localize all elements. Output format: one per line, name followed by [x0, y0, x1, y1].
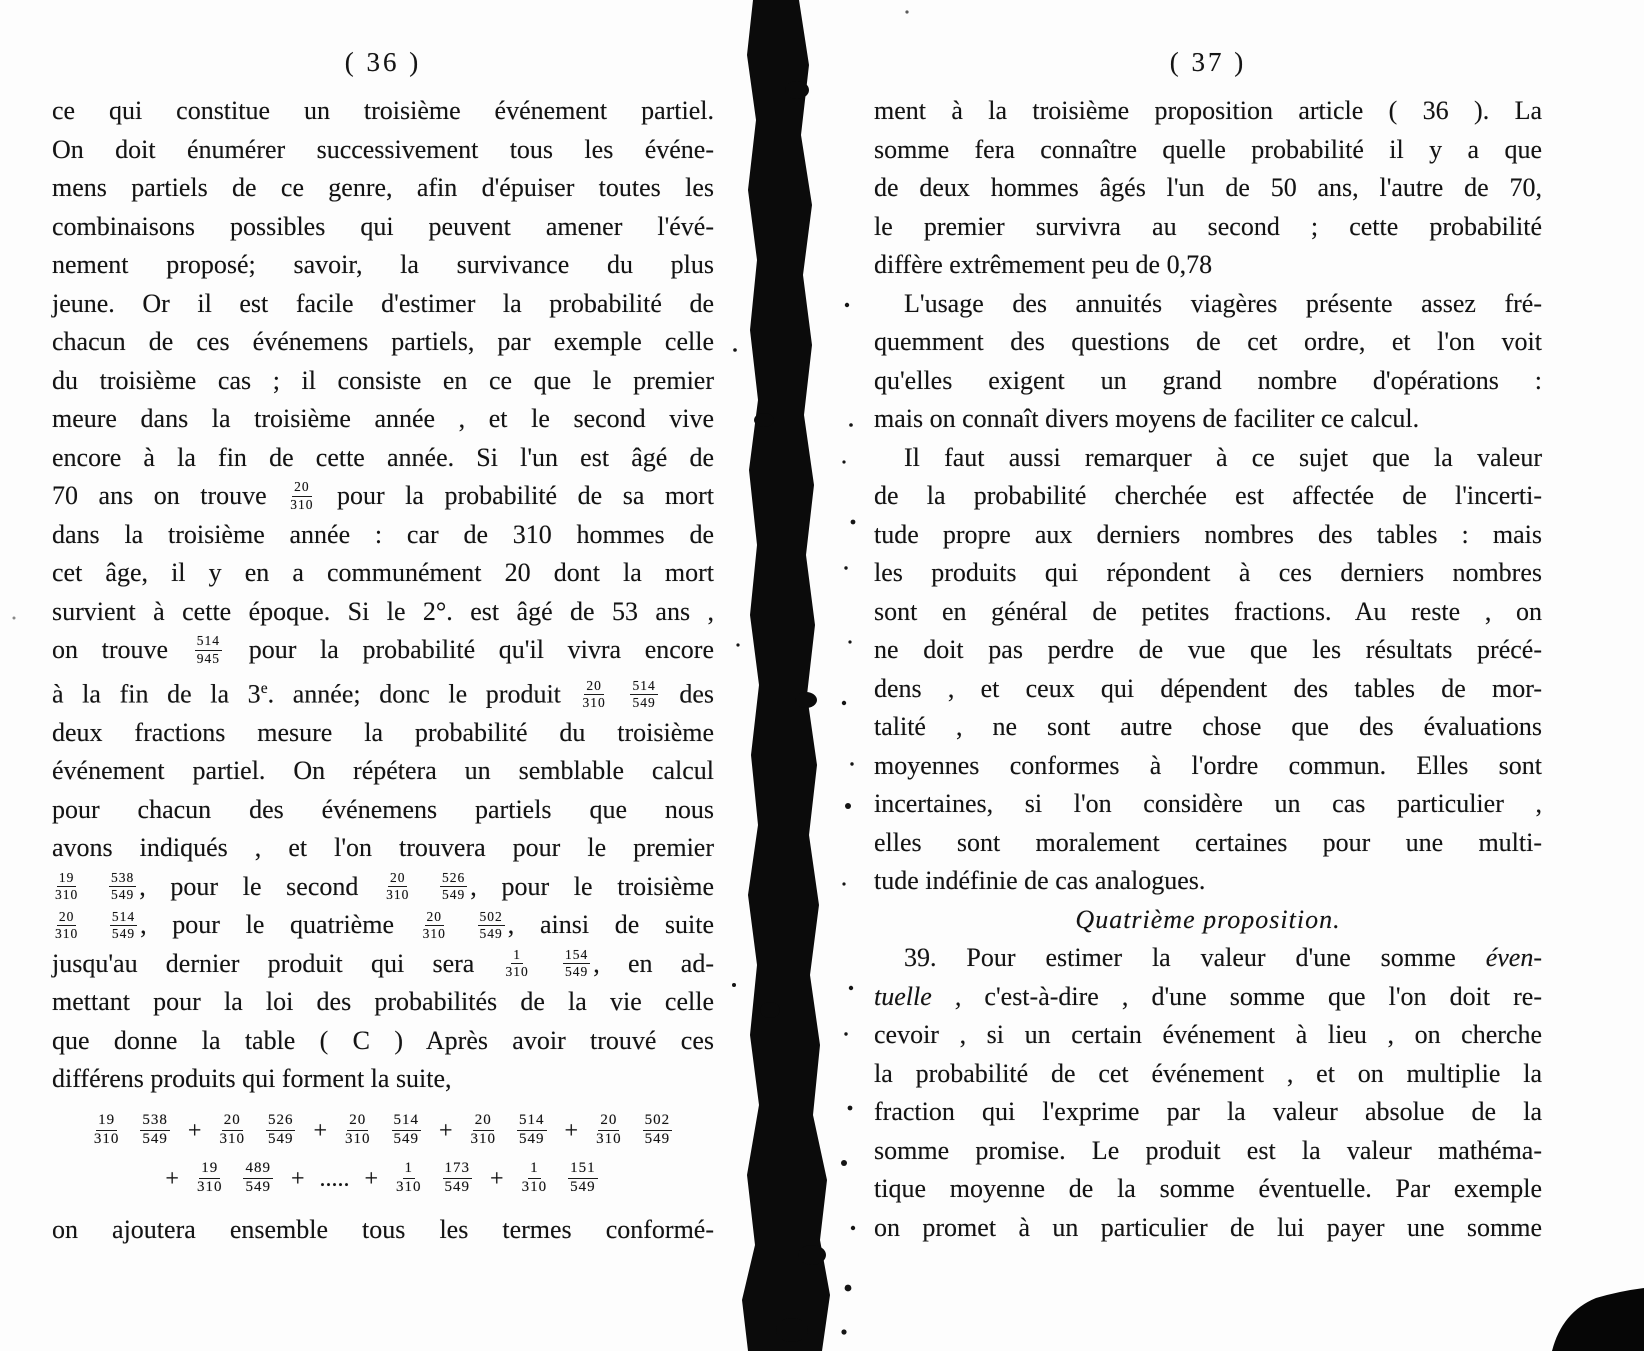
- fraction: $\frac{502}{549}$: [644, 1111, 671, 1147]
- text-line: moyennes conformes à l'ordre commun. Elles sont: [874, 750, 1542, 780]
- fraction: $\frac{20}{310}$: [582, 677, 606, 710]
- text-line: que donne la table ( C ) Après avoir trouvé ces: [52, 1025, 714, 1055]
- fraction: $\frac{20}{310}$: [219, 1111, 245, 1147]
- text-line: événement partiel. On répétera un semblable calcul: [52, 756, 714, 786]
- section-heading: Quatrième proposition.: [1075, 904, 1341, 934]
- text-line: jeune. Or il est facile d'estimer la probabilité de: [52, 288, 714, 318]
- text-line: tude propre aux derniers nombres des tables : mais: [874, 519, 1542, 549]
- text-line: somme promise. Le produit est la valeur mathéma-: [874, 1135, 1542, 1165]
- text-line: mais on connaît divers moyens de faciliter ce calcul.: [874, 404, 1420, 433]
- text-line: différens produits qui forment la suite,: [52, 1064, 452, 1094]
- equation-line-2: + $\frac{19}{310}$ $\frac{489}{549}$ + ..... + $\frac{1}{310}$ $\frac{173}{549}$ + $\frac{1}{310}$ $\frac{151}{549}$: [165, 1159, 596, 1195]
- text-line: quemment des questions de cet ordre, et l'on voit: [874, 327, 1542, 356]
- text-line: mettant pour la loi des probabilités de la vie celle: [52, 987, 714, 1017]
- text-line: la probabilité de cet événement , et on multiplie la: [874, 1058, 1542, 1088]
- fraction: $\frac{20}{310}$: [386, 870, 410, 903]
- fraction: $\frac{526}{549}$: [267, 1111, 294, 1147]
- fraction: $\frac{151}{549}$: [570, 1159, 596, 1195]
- fraction: $\frac{1}{310}$: [521, 1159, 548, 1195]
- text-line: meure dans la troisième année , et le second vive: [52, 404, 714, 433]
- page-36: [52, 42, 714, 1249]
- page-37-text: [874, 92, 1542, 1247]
- fraction: $\frac{20}{310}$: [55, 908, 79, 941]
- fraction: $\frac{538}{549}$: [142, 1111, 168, 1147]
- text-line: ment à la troisième proposition article ( 36 ). La: [874, 96, 1542, 125]
- page-number: ( 36 ): [344, 47, 422, 77]
- text-line: fraction qui l'exprime par la valeur absolue de la: [874, 1097, 1542, 1126]
- fraction: $\frac{1}{310}$: [505, 947, 529, 980]
- fraction: $\frac{514}{945}$: [196, 633, 221, 666]
- fraction: $\frac{526}{549}$: [442, 870, 466, 903]
- text-line: tude indéfinie de cas analogues.: [874, 866, 1206, 895]
- text-line: jusqu'au dernier produit qui sera $\frac{1}{310}$ $\frac{154}{549}$ , en ad-: [52, 947, 714, 980]
- text-line: 70 ans on trouve $\frac{20}{310}$ pour la probabilité de sa mort: [52, 479, 714, 512]
- text-line: incertaines, si l'on considère un cas particulier ,: [874, 789, 1542, 818]
- equation-line-1: $\frac{19}{310}$ $\frac{538}{549}$ + $\frac{20}{310}$ $\frac{526}{549}$ + $\frac{20}{310}$ $\frac{514}{549}$ + $\frac{20}{310}$ $\frac{514}{549}$ + $\frac{20}{310}$ $\frac{502}{549}$: [93, 1111, 671, 1147]
- text-line: Il faut aussi remarquer à ce sujet que la valeur: [904, 442, 1542, 472]
- text-line: qu'elles exigent un grand nombre d'opérations :: [874, 365, 1542, 395]
- text-line: tique moyenne de la somme éventuelle. Par exemple: [874, 1174, 1542, 1203]
- text-line: somme fera connaître quelle probabilité il y a que: [874, 134, 1542, 164]
- text-line: cevoir , si un certain événement à lieu , on cherche: [874, 1020, 1542, 1049]
- fraction: $\frac{20}{310}$: [596, 1111, 622, 1147]
- text-line: sont en général de petites fractions. Au reste , on: [874, 596, 1542, 626]
- text-line: tuelle , c'est-à-dire , d'une somme que l'on doit re-: [874, 981, 1542, 1011]
- text-line: on promet à un particulier de lui payer une somme: [874, 1212, 1542, 1242]
- text-line: diffère extrêmement peu de 0,78: [874, 250, 1213, 279]
- fraction: $\frac{514}{549}$: [632, 677, 656, 710]
- fraction: $\frac{514}{549}$: [393, 1111, 419, 1147]
- fraction: $\frac{538}{549}$: [110, 870, 135, 903]
- binding-gutter-shadow: [742, 0, 830, 1351]
- text-line: encore à la fin de cette année. Si l'un est âgé de: [52, 442, 714, 472]
- text-line: $\frac{19}{310}$ $\frac{538}{549}$ , pour le second $\frac{20}{310}$ $\frac{526}{549}$ , pour le troisième: [55, 870, 714, 903]
- page-number: ( 37 ): [1169, 47, 1247, 77]
- fraction: $\frac{1}{310}$: [396, 1159, 422, 1195]
- fraction: $\frac{502}{549}$: [479, 908, 503, 941]
- text-line: de deux hommes âgés l'un de 50 ans, l'autre de 70,: [874, 173, 1542, 202]
- fraction: $\frac{489}{549}$: [245, 1159, 271, 1195]
- text-line: chacun de ces événemens partiels, par exemple celle: [52, 327, 714, 356]
- text-line: combinaisons possibles qui peuvent amener l'évé-: [52, 211, 714, 241]
- fraction: $\frac{173}{549}$: [444, 1159, 471, 1195]
- text-line: pour chacun des événemens partiels que nous: [52, 794, 714, 824]
- text-line: dans la troisième année : car de 310 hommes de: [52, 519, 714, 549]
- fraction: $\frac{19}{310}$: [93, 1111, 120, 1147]
- text-line: à la fin de la 3e. année; donc le produit $\frac{20}{310}$ $\frac{514}{549}$ des: [52, 677, 714, 710]
- text-line: ne doit pas perdre de vue que les résultats précé-: [874, 635, 1542, 664]
- text-line: on ajoutera ensemble tous les termes conformé-: [52, 1214, 714, 1244]
- text-line: L'usage des annuités viagères présente assez fré-: [904, 288, 1542, 318]
- text-line: ce qui constitue un troisième événement partiel.: [52, 96, 714, 125]
- page-36-text: [52, 92, 714, 1249]
- fraction: $\frac{19}{310}$: [196, 1159, 223, 1195]
- text-line: deux fractions mesure la probabilité du troisième: [52, 717, 714, 747]
- text-line: avons indiqués , et l'on trouvera pour le premier: [52, 833, 714, 863]
- gutter-ink-blobs: [754, 81, 826, 1342]
- corner-scan-artifact: [1552, 1288, 1644, 1351]
- text-line: nement proposé; savoir, la survivance du plus: [52, 250, 714, 279]
- text-line: les produits qui répondent à ces derniers nombres: [874, 558, 1542, 587]
- fraction: $\frac{514}{549}$: [519, 1111, 545, 1147]
- text-line: de la probabilité cherchée est affectée de l'incerti-: [874, 481, 1542, 510]
- text-line: mens partiels de ce genre, afin d'épuiser toutes les: [52, 173, 714, 202]
- page-37: [874, 42, 1542, 1247]
- fraction: $\frac{514}{549}$: [111, 908, 136, 941]
- text-line: cet âge, il y en a communément 20 dont la mort: [52, 558, 714, 587]
- fraction: $\frac{20}{310}$: [290, 479, 314, 512]
- fraction: $\frac{19}{310}$: [55, 870, 79, 903]
- fraction: $\frac{154}{549}$: [565, 947, 589, 980]
- text-line: dens , et ceux qui dépendent des tables de mor-: [874, 673, 1542, 703]
- fraction: $\frac{20}{310}$: [345, 1111, 371, 1147]
- text-line: talité , ne sont autre chose que des évaluations: [874, 712, 1542, 741]
- text-line: du troisième cas ; il consiste en ce que le premier: [52, 365, 714, 395]
- text-line: survient à cette époque. Si le 2°. est âgé de 53 ans ,: [52, 596, 714, 626]
- text-line: $\frac{20}{310}$ $\frac{514}{549}$ , pour le quatrième $\frac{20}{310}$ $\frac{502}{549}$ , ainsi de suite: [55, 908, 715, 941]
- text-line: on trouve $\frac{514}{945}$ pour la probabilité qu'il vivra encore: [52, 633, 714, 666]
- fraction: $\frac{20}{310}$: [470, 1111, 497, 1147]
- fraction: $\frac{20}{310}$: [422, 908, 446, 941]
- text-line: elles sont moralement certaines pour une multi-: [874, 827, 1542, 857]
- text-line: 39. Pour estimer la valeur d'une somme éven-: [904, 943, 1542, 972]
- text-line: On doit énumérer successivement tous les événe-: [52, 134, 714, 164]
- text-line: le premier survivra au second ; cette probabilité: [874, 211, 1542, 241]
